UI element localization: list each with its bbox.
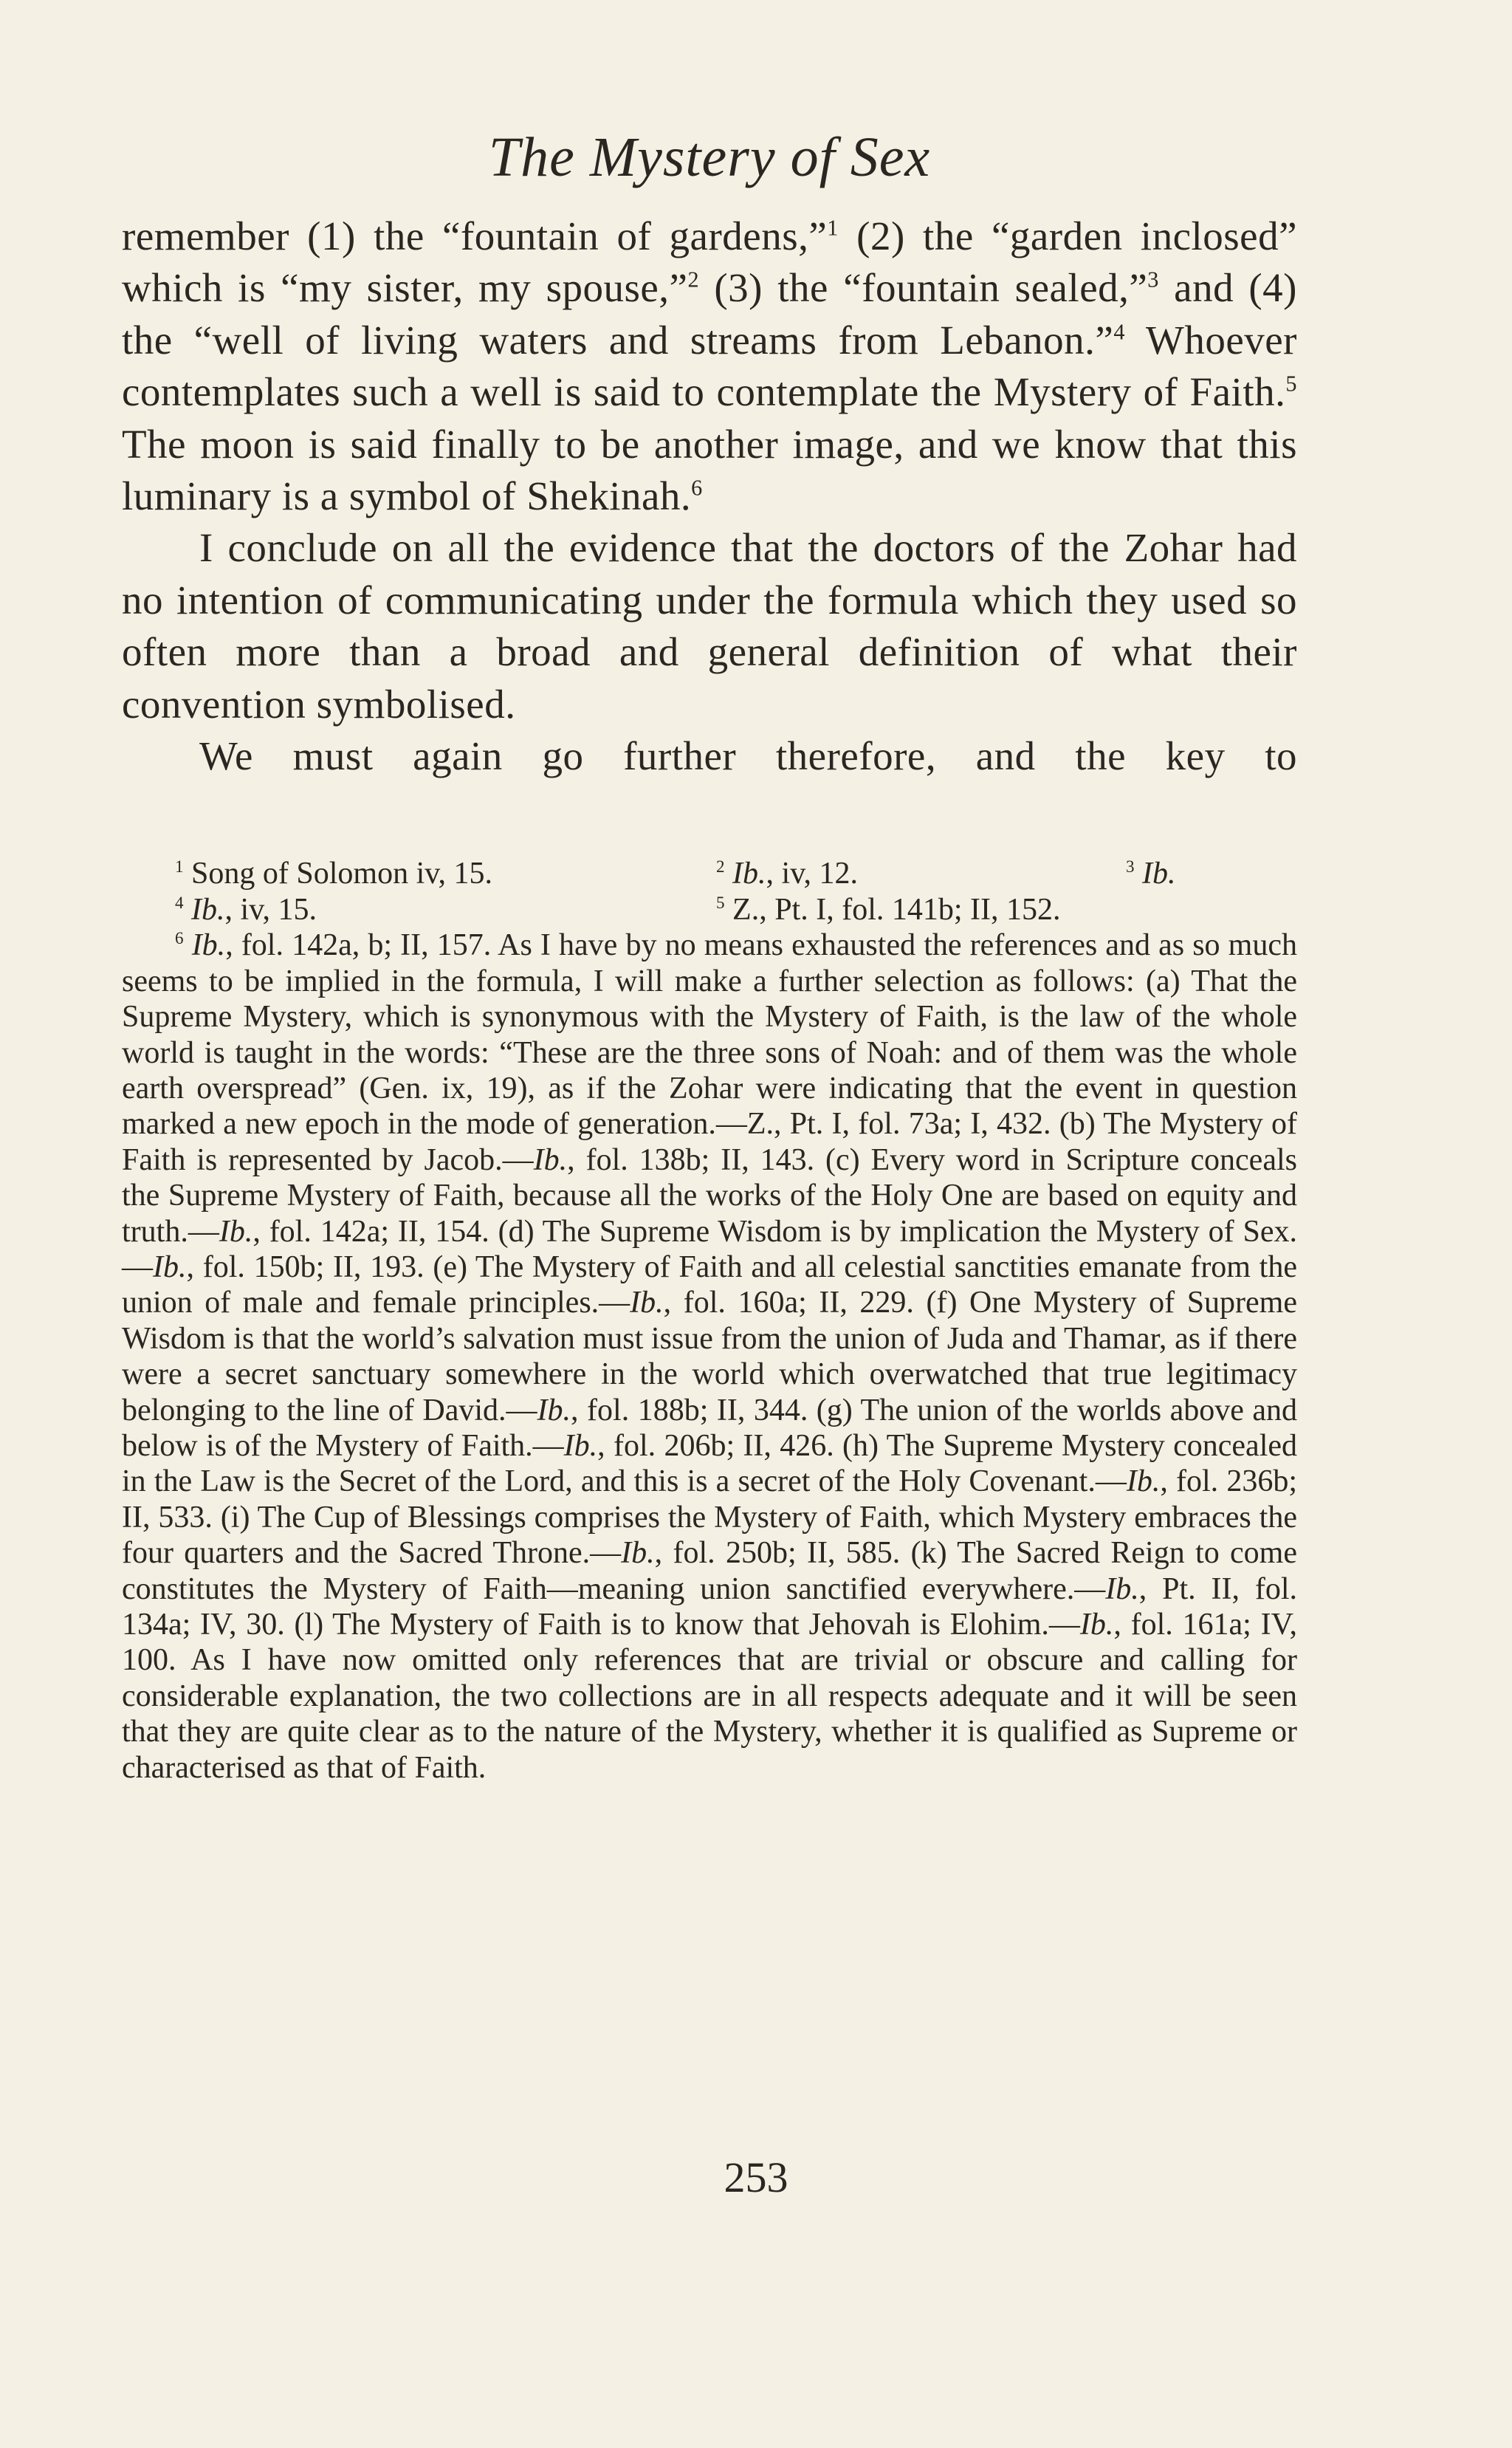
footnote-2 [716,856,1126,891]
text-run: and (4) the “well of living waters and streams from Lebanon.” [122,265,1297,363]
footnote-text: , iv, 15. [224,892,317,927]
paragraph-3: We must again go further therefore, and the key to [199,733,1297,779]
footnote-text: , fol. 138b; II, 143. (c) Every word in Scripture conceals the Supreme Mystery of Faith, because all the works of the Holy One are based on equity and truth.— [122,1142,1297,1249]
footnote-text: Z., Pt. I, fol. 141b; II, 152. [724,892,1061,927]
text-run: Whoever contemplates such a well is said to contemplate the Mystery of Faith. [122,317,1297,415]
footnote-text: Song of Solomon iv, 15. [183,857,493,891]
ibid-abbrev: Ib. [191,928,226,963]
ibid-abbrev: Ib. [563,1428,598,1463]
ibid-abbrev: Ib. [732,857,766,891]
footnote-text: , iv, 12. [766,857,858,891]
book-page [122,111,1297,1786]
footnote-number: 6 [175,928,184,948]
footnote-number: 1 [175,857,184,877]
footnotes [122,856,1297,1786]
text-run: remember (1) the “fountain of gardens,” [122,213,828,258]
footnote-ref-6[interactable]: 6 [691,475,703,501]
footnote-text: , fol. 250b; II, 585. (k) The Sacred Reign to come constitutes the Mystery of Faith—meaning union sanctified everywhere.— [122,1536,1297,1606]
running-head: The Mystery of Sex [488,126,931,188]
ibid-abbrev: Ib. [1126,1464,1161,1499]
text-run: The moon is said finally to be another image, and we know that this luminary is a symbol of Shekinah. [122,421,1297,519]
ibid-abbrev: Ib. [621,1536,655,1571]
main-text [122,210,1297,782]
footnote-row-2 [122,892,1297,928]
ibid-abbrev: Ib. [630,1286,664,1320]
footnote-text: , fol. 236b; II, 533. (i) The Cup of Blessings comprises the Mystery of Faith, which Mystery embraces the four quarters and the Sacred Throne.— [122,1464,1297,1571]
footnote-ref-4[interactable]: 4 [1113,319,1125,345]
footnote-4 [122,892,716,928]
ibid-abbrev: Ib. [219,1214,253,1249]
footnote-ref-2[interactable]: 2 [687,267,700,293]
footnote-number: 4 [175,892,184,912]
footnote-number: 2 [716,857,725,877]
footnote-ref-1[interactable]: 1 [827,215,839,241]
footnote-row-1 [122,856,1297,891]
footnote-text: , fol. 142a; II, 154. (d) The Supreme Wisdom is by implication the Mystery of Sex.— [122,1214,1297,1284]
ibid-abbrev: Ib. [537,1393,571,1427]
footnote-number: 3 [1126,857,1135,877]
ibid-abbrev: Ib. [191,892,225,927]
footnote-text: , fol. 161a; IV, 100. As I have now omitted only references that are trivial or obscure and calling for considerable explanation, the two collections are in all respects adequate and it will be seen that they are quite clear as to the nature of the Mystery, whether it is qualified as Supreme or characterised as that of Faith. [122,1608,1297,1785]
ibid-abbrev: Ib. [1079,1608,1114,1642]
ibid-abbrev: Ib. [533,1142,568,1177]
footnote-text: , fol. 142a, b; II, 157. As I have by no means exhausted the references and as so much seems to be implied in the formula, I will make a further selection as follows: (a) That the Supreme Mystery, which is synonymous with the Mystery of Faith, is the law of the whole world is taught in the words: “These are the three sons of Noah: and of them was the whole earth overspread” (Gen. ix, 19), as if the Zohar were indicating that the event in question marked a new epoch in the mode of generation.—Z., Pt. I, fol. 73a; I, 432. (b) The Mystery of Faith is represented by Jacob.— [122,928,1297,1177]
footnote-number: 5 [716,892,725,912]
footnote-5 [716,892,1126,928]
footnote-6 [122,928,1297,1786]
text-run: (3) the “fountain sealed,” [699,265,1148,311]
text-run: (2) the “garden inclosed” which is “my sister, my spouse,” [122,213,1297,311]
footnote-1 [122,856,716,891]
footnote-text: , Pt. II, fol. 134a; IV, 30. (l) The Mystery of Faith is to know that Jehovah is Elohim.— [122,1571,1297,1642]
footnote-text: , fol. 150b; II, 193. (e) The Mystery of Faith and all celestial sanctities emanate from the union of male and female principles.— [122,1249,1297,1320]
footnote-ref-3[interactable]: 3 [1147,267,1159,293]
footnote-ref-5[interactable]: 5 [1285,371,1297,397]
footnote-text: , fol. 188b; II, 344. (g) The union of the worlds above and below is of the Mystery of Faith.— [122,1393,1297,1463]
footnote-text: , fol. 160a; II, 229. (f) One Mystery of Supreme Wisdom is that the world’s salvation must issue from the union of Juda and Thamar, as if there were a secret sanctuary somewhere in the world which overwatched that true legitimacy belonging to the line of David.— [122,1286,1297,1427]
footnote-3 [1126,856,1297,891]
page-number: 253 [724,2153,788,2201]
ibid-abbrev: Ib. [1142,857,1176,891]
ibid-abbrev: Ib. [1105,1571,1139,1606]
paragraph-2: I conclude on all the evidence that the doctors of the Zohar had no intention of communicating under the formula which they used so often more than a broad and general definition of what their convention symbolised. [122,525,1297,727]
ibid-abbrev: Ib. [153,1249,187,1284]
paragraph-1 [122,210,1297,522]
footnote-text: , fol. 206b; II, 426. (h) The Supreme Mystery concealed in the Law is the Secret of the Lord, and this is a secret of the Holy Covenant.— [122,1428,1297,1499]
